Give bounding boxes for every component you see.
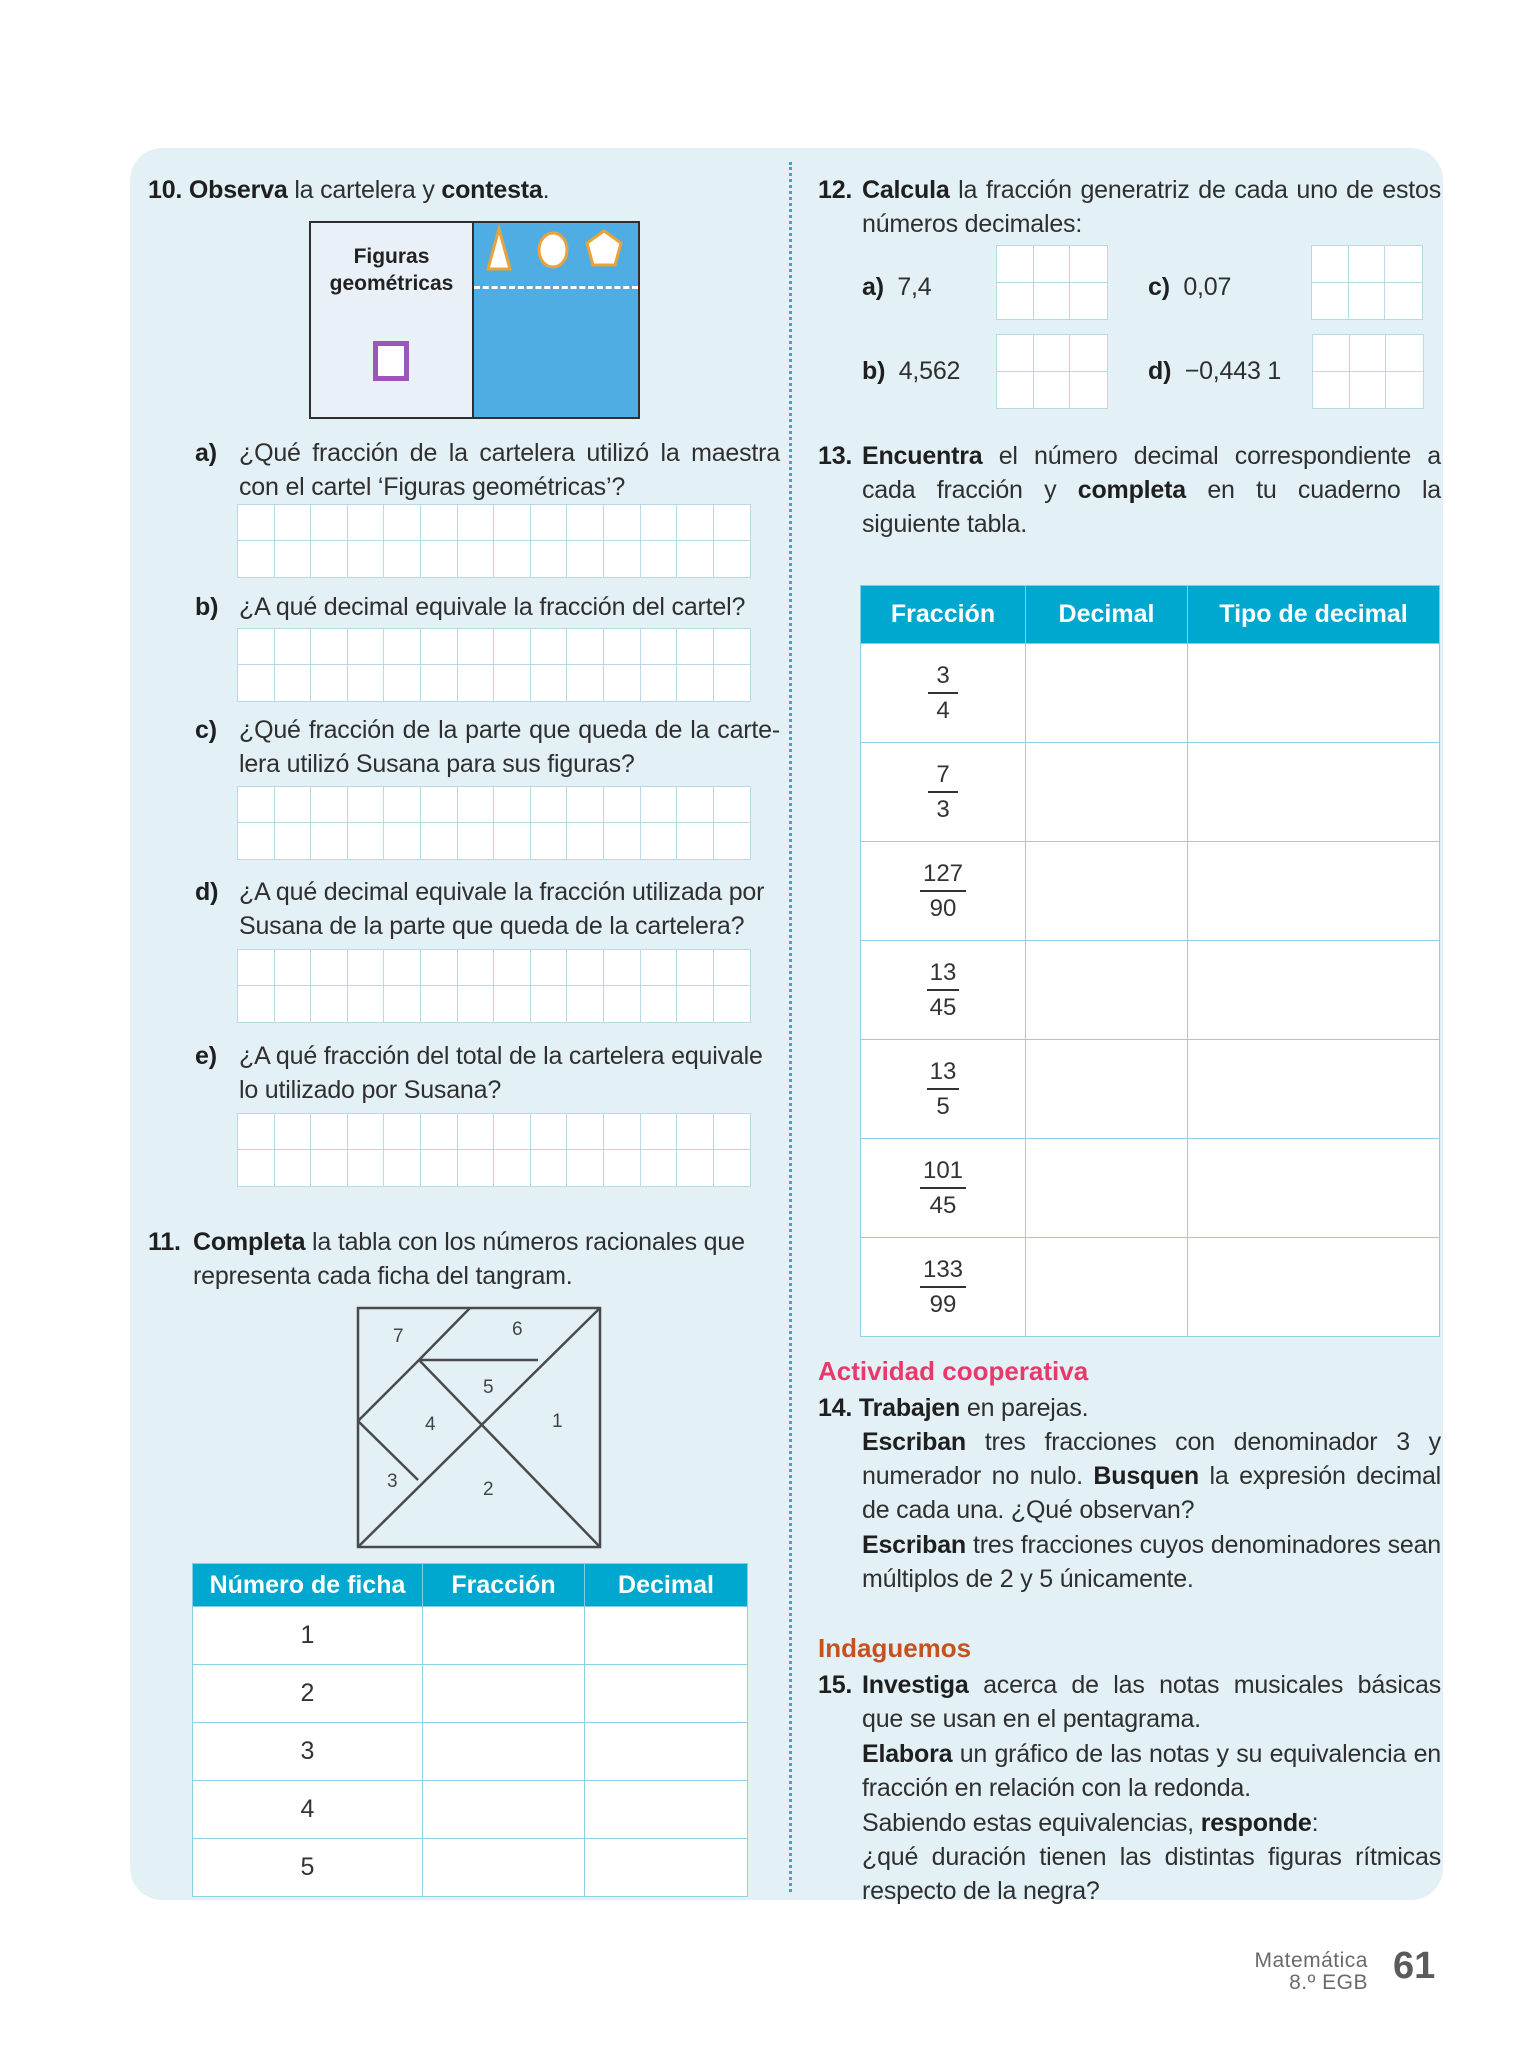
- answer-grid-c[interactable]: [237, 786, 751, 860]
- q10-end: .: [542, 176, 550, 204]
- table-row: [861, 941, 1440, 1040]
- decimal-cell[interactable]: [585, 1781, 748, 1839]
- q14-p2-verb: Escriban: [862, 1531, 967, 1559]
- q10-text: la cartelera y: [287, 176, 442, 204]
- column-divider: [789, 162, 792, 1892]
- denominator: 90: [929, 895, 957, 922]
- tipo-cell[interactable]: [1188, 1139, 1440, 1238]
- decimal-cell[interactable]: [1026, 1238, 1188, 1337]
- ficha-number: 3: [193, 1723, 423, 1781]
- q13-text: el número decimal correspondiente a cada fracción y: [862, 442, 1441, 504]
- footer-grade: 8.º EGB: [1289, 1971, 1368, 1994]
- q10-number: 10.: [148, 176, 183, 204]
- q12-item-b-label: b): [862, 357, 886, 385]
- decimal-cell[interactable]: [1026, 1139, 1188, 1238]
- geometric-shapes-icon: [474, 223, 640, 283]
- denominator: 45: [929, 1192, 957, 1219]
- q15-p2-verb: responde: [1200, 1809, 1312, 1837]
- denominator: 99: [929, 1291, 957, 1318]
- decimal-cell[interactable]: [1026, 842, 1188, 941]
- numerator: 13: [927, 1058, 960, 1090]
- header-numero-de-ficha: Número de ficha: [193, 1564, 423, 1607]
- cartelera-left-section: [311, 223, 474, 417]
- decimal-cell[interactable]: [1026, 1040, 1188, 1139]
- answer-grid-b[interactable]: [237, 628, 751, 702]
- table-row: [193, 1723, 748, 1781]
- tangram-label-5: 5: [483, 1377, 494, 1398]
- tipo-cell[interactable]: [1188, 842, 1440, 941]
- q15-paragraph-1: [862, 1737, 1441, 1805]
- q11-number: 11.: [148, 1228, 181, 1256]
- decimal-cell[interactable]: [585, 1839, 748, 1897]
- q15-p1-verb: Elabora: [862, 1740, 953, 1768]
- q15-heading: [818, 1668, 1441, 1736]
- q10-item-e-label: e): [195, 1042, 217, 1070]
- tangram-label-3: 3: [387, 1471, 398, 1492]
- q12-item-c-value: 0,07: [1183, 273, 1232, 301]
- decimal-cell[interactable]: [1026, 941, 1188, 1040]
- q14-p1-verb: Escriban: [862, 1428, 967, 1456]
- fraction-cell: [861, 941, 1026, 1040]
- tangram-table: [192, 1563, 748, 1897]
- numerator: 7: [928, 761, 958, 793]
- q14-heading: [818, 1391, 1441, 1425]
- q11-heading: [148, 1225, 778, 1293]
- q13-verb-completa: completa: [1077, 476, 1186, 504]
- section-title-actividad-cooperativa: Actividad cooperativa: [818, 1356, 1089, 1386]
- decimal-cell[interactable]: [585, 1723, 748, 1781]
- q15-p2-text: Sabiendo estas equivalencias,: [862, 1809, 1201, 1837]
- q10-item-b-label: b): [195, 593, 219, 621]
- header-decimal: Decimal: [585, 1564, 748, 1607]
- square-shape-icon: [373, 341, 409, 381]
- table-row: [193, 1665, 748, 1723]
- header-fraccion: Fracción: [423, 1564, 585, 1607]
- q12-item-d: [1148, 354, 1281, 388]
- table-row: [861, 1238, 1440, 1337]
- ficha-number: 5: [193, 1839, 423, 1897]
- q14-paragraph-2: [862, 1528, 1441, 1596]
- fraction-cell: [861, 1139, 1026, 1238]
- q10-item-c: [195, 713, 780, 781]
- fraction-cell: [861, 644, 1026, 743]
- denominator: 5: [936, 1093, 950, 1120]
- q14-text: en parejas.: [960, 1394, 1089, 1422]
- numerator: 101: [920, 1157, 966, 1189]
- answer-grid-d[interactable]: [237, 949, 751, 1023]
- cartelera-figure: [309, 221, 640, 419]
- table-row: [861, 842, 1440, 941]
- tangram-label-1: 1: [552, 1411, 563, 1432]
- tangram-label-2: 2: [483, 1479, 494, 1500]
- answer-grid-12c[interactable]: [1311, 245, 1423, 320]
- q12-item-d-label: d): [1148, 357, 1172, 385]
- fraccion-cell[interactable]: [423, 1781, 585, 1839]
- q15-verb: Investiga: [862, 1671, 969, 1699]
- table-row: [861, 1139, 1440, 1238]
- ficha-number: 1: [193, 1607, 423, 1665]
- dashed-divider: [474, 286, 638, 289]
- fraccion-cell[interactable]: [423, 1723, 585, 1781]
- q14-number: 14.: [818, 1394, 853, 1422]
- fraccion-cell[interactable]: [423, 1839, 585, 1897]
- table-row: [861, 743, 1440, 842]
- q15-number: 15.: [818, 1671, 853, 1699]
- table-row: [861, 644, 1440, 743]
- answer-grid-e[interactable]: [237, 1113, 751, 1187]
- numerator: 127: [920, 860, 966, 892]
- tangram-label-7: 7: [393, 1326, 404, 1347]
- tangram-label-6: 6: [512, 1319, 523, 1340]
- table-row: [193, 1781, 748, 1839]
- q12-verb: Calcula: [862, 176, 950, 204]
- q12-item-d-value: −0,443 1: [1184, 357, 1282, 385]
- ficha-number: 2: [193, 1665, 423, 1723]
- cartelera-right-section: [474, 223, 638, 417]
- q12-heading: [818, 173, 1441, 241]
- q10-item-e-text: ¿A qué fracción del total de la cartelera equivale lo utilizado por Susana?: [239, 1042, 763, 1104]
- header-fraccion: Fracción: [861, 586, 1026, 644]
- q10-item-a-text: ¿Qué fracción de la cartelera utilizó la maestra con el cartel ‘Figuras geométricas’?: [239, 439, 780, 501]
- q15-text: acerca de las notas musicales básicas que se usan en el pentagrama.: [862, 1671, 1441, 1733]
- cartelera-title: [311, 243, 472, 297]
- fraction-table: [860, 585, 1440, 1337]
- denominator: 4: [936, 697, 950, 724]
- q12-item-a: [862, 270, 932, 304]
- answer-grid-12d[interactable]: [1312, 334, 1424, 409]
- q12-item-a-label: a): [862, 273, 884, 301]
- decimal-cell[interactable]: [585, 1607, 748, 1665]
- section-title-indaguemos: Indaguemos: [818, 1633, 972, 1663]
- q15-p2-end: :: [1311, 1809, 1319, 1837]
- q12-item-b-value: 4,562: [898, 357, 961, 385]
- q14-p1-verb2: Busquen: [1093, 1462, 1199, 1490]
- q13-verb-encuentra: Encuentra: [862, 442, 983, 470]
- q14-verb: Trabajen: [858, 1394, 961, 1422]
- q10-item-b-text: ¿A qué decimal equivale la fracción del cartel?: [239, 593, 746, 621]
- answer-grid-12a[interactable]: [996, 245, 1108, 320]
- answer-grid-a[interactable]: [237, 504, 751, 578]
- q11-verb: Completa: [193, 1228, 306, 1256]
- q11-text: la tabla con los números racionales que representa cada ficha del tangram.: [193, 1228, 745, 1290]
- q10-item-a-label: a): [195, 439, 217, 467]
- fraction-cell: [861, 743, 1026, 842]
- numerator: 13: [927, 959, 960, 991]
- q15-paragraph-3: ¿qué duración tienen las distintas figuras rítmicas respecto de la negra?: [862, 1843, 1441, 1905]
- q15-p1-text: un gráfico de las notas y su equivalencia en fracción en relación con la redonda.: [862, 1740, 1441, 1802]
- q12-item-c: [1148, 270, 1231, 304]
- footer-subject-name: Matemática: [1254, 1949, 1368, 1972]
- q13-number: 13.: [818, 442, 853, 470]
- q12-item-a-value: 7,4: [897, 273, 932, 301]
- table-row: [861, 1040, 1440, 1139]
- q12-item-c-label: c): [1148, 273, 1170, 301]
- q12-number: 12.: [818, 176, 853, 204]
- tipo-cell[interactable]: [1188, 1040, 1440, 1139]
- q14-paragraph-1: [862, 1425, 1441, 1527]
- numerator: 3: [928, 662, 958, 694]
- numerator: 133: [920, 1256, 966, 1288]
- q10-item-a: [195, 436, 780, 504]
- cartelera-title-line1: Figuras: [353, 245, 430, 268]
- fraction-cell: [861, 842, 1026, 941]
- tangram-figure: [355, 1305, 605, 1550]
- table-row: [193, 1607, 748, 1665]
- q12-text: la fracción generatriz de cada uno de estos números decimales:: [862, 176, 1441, 238]
- q13-heading: [818, 439, 1441, 541]
- header-decimal: Decimal: [1026, 586, 1188, 644]
- cartelera-title-line2: geométricas: [329, 272, 454, 295]
- fraccion-cell[interactable]: [423, 1607, 585, 1665]
- q10-item-d: [195, 875, 785, 943]
- q12-item-b: [862, 354, 960, 388]
- q10-item-e: [195, 1039, 785, 1107]
- decimal-cell[interactable]: [1026, 644, 1188, 743]
- q10-item-d-text: ¿A qué decimal equivale la fracción utilizada por Susana de la parte que queda de la cartelera?: [239, 878, 765, 940]
- q15-paragraph-2: [862, 1806, 1441, 1840]
- ficha-number: 4: [193, 1781, 423, 1839]
- denominator: 45: [929, 994, 957, 1021]
- fraccion-cell[interactable]: [423, 1665, 585, 1723]
- q14-p1-text: tres fracciones con denominador 3 y numerador no nulo.: [862, 1428, 1441, 1490]
- q14-p2-text: tres fracciones cuyos denominadores sean múltiplos de 2 y 5 únicamente.: [862, 1531, 1441, 1593]
- q10-verb-contesta: contesta: [441, 176, 543, 204]
- answer-grid-12b[interactable]: [996, 334, 1108, 409]
- footer-subject: [1180, 1950, 1368, 1994]
- fraction-table-header: [861, 586, 1440, 644]
- q13-text-end: en tu cuaderno la siguiente tabla.: [862, 476, 1442, 538]
- tipo-cell[interactable]: [1188, 743, 1440, 842]
- header-tipo-de-decimal: Tipo de decimal: [1188, 586, 1440, 644]
- q10-verb-observa: Observa: [188, 176, 288, 204]
- tipo-cell[interactable]: [1188, 644, 1440, 743]
- decimal-cell[interactable]: [1026, 743, 1188, 842]
- q14-p1-text2: la expresión decimal de cada una. ¿Qué observan?: [862, 1462, 1441, 1524]
- decimal-cell[interactable]: [585, 1665, 748, 1723]
- fraction-cell: [861, 1238, 1026, 1337]
- tipo-cell[interactable]: [1188, 941, 1440, 1040]
- tipo-cell[interactable]: [1188, 1238, 1440, 1337]
- tangram-table-header: [193, 1564, 748, 1607]
- tangram-label-4: 4: [425, 1414, 436, 1435]
- table-row: [193, 1839, 748, 1897]
- q10-heading: [148, 173, 778, 207]
- q10-item-c-text: ¿Qué fracción de la parte que queda de la carte-lera utilizó Susana para sus figuras?: [239, 716, 780, 778]
- q10-item-c-label: c): [195, 716, 217, 744]
- q10-item-b: [195, 590, 780, 624]
- q10-item-d-label: d): [195, 878, 219, 906]
- fraction-cell: [861, 1040, 1026, 1139]
- denominator: 3: [936, 796, 950, 823]
- page-number: 61: [1393, 1945, 1436, 1987]
